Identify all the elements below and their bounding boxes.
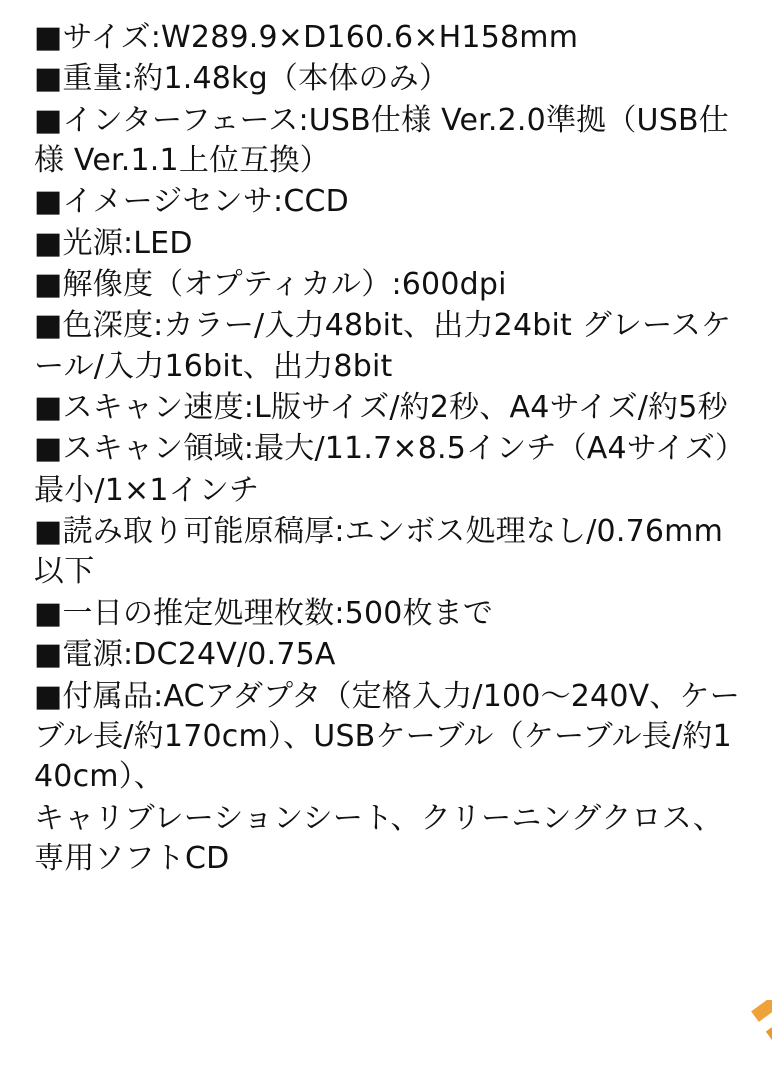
spec-line-light-source: ■光源:LED — [34, 225, 193, 261]
spec-line-image-sensor: ■イメージセンサ:CCD — [34, 184, 349, 220]
specification-list — [34, 18, 746, 879]
spec-line-scan-speed: ■スキャン速度:L版サイズ/約2秒、A4サイズ/約5秒 — [34, 390, 728, 426]
spec-line-color-depth: ■色深度:カラー/入力48bit、出力24bit グレースケール/入力16bit、出力8bit — [34, 308, 732, 384]
spec-line-weight: ■重量:約1.48kg（本体のみ） — [34, 61, 450, 97]
spec-line-accessories: ■付属品:ACアダプタ（定格入力/100〜240V、ケーブル長/約170cm）、USBケーブル（ケーブル長/約140cm）、 — [34, 678, 740, 795]
spec-line-interface: ■インターフェース:USB仕様 Ver.2.0準拠（USB仕様 Ver.1.1上位互換） — [34, 102, 729, 179]
spec-line-scan-area-min: 最小/1×1インチ — [34, 472, 260, 508]
corner-decoration-icon — [652, 1000, 772, 1080]
spec-line-scan-area: ■スキャン領域:最大/11.7×8.5インチ（A4サイズ） — [34, 431, 746, 467]
spec-line-size: ■サイズ:W289.9×D160.6×H158mm — [34, 20, 579, 55]
spec-line-accessories-continued: キャリブレーションシート、クリーニングクロス、専用ソフトCD — [34, 800, 724, 876]
spec-line-power: ■電源:DC24V/0.75A — [34, 637, 336, 673]
spec-line-daily-volume: ■一日の推定処理枚数:500枚まで — [34, 595, 494, 631]
spec-line-resolution: ■解像度（オプティカル）:600dpi — [34, 267, 507, 303]
spec-line-document-thickness: ■読み取り可能原稿厚:エンボス処理なし/0.76mm以下 — [34, 514, 724, 590]
